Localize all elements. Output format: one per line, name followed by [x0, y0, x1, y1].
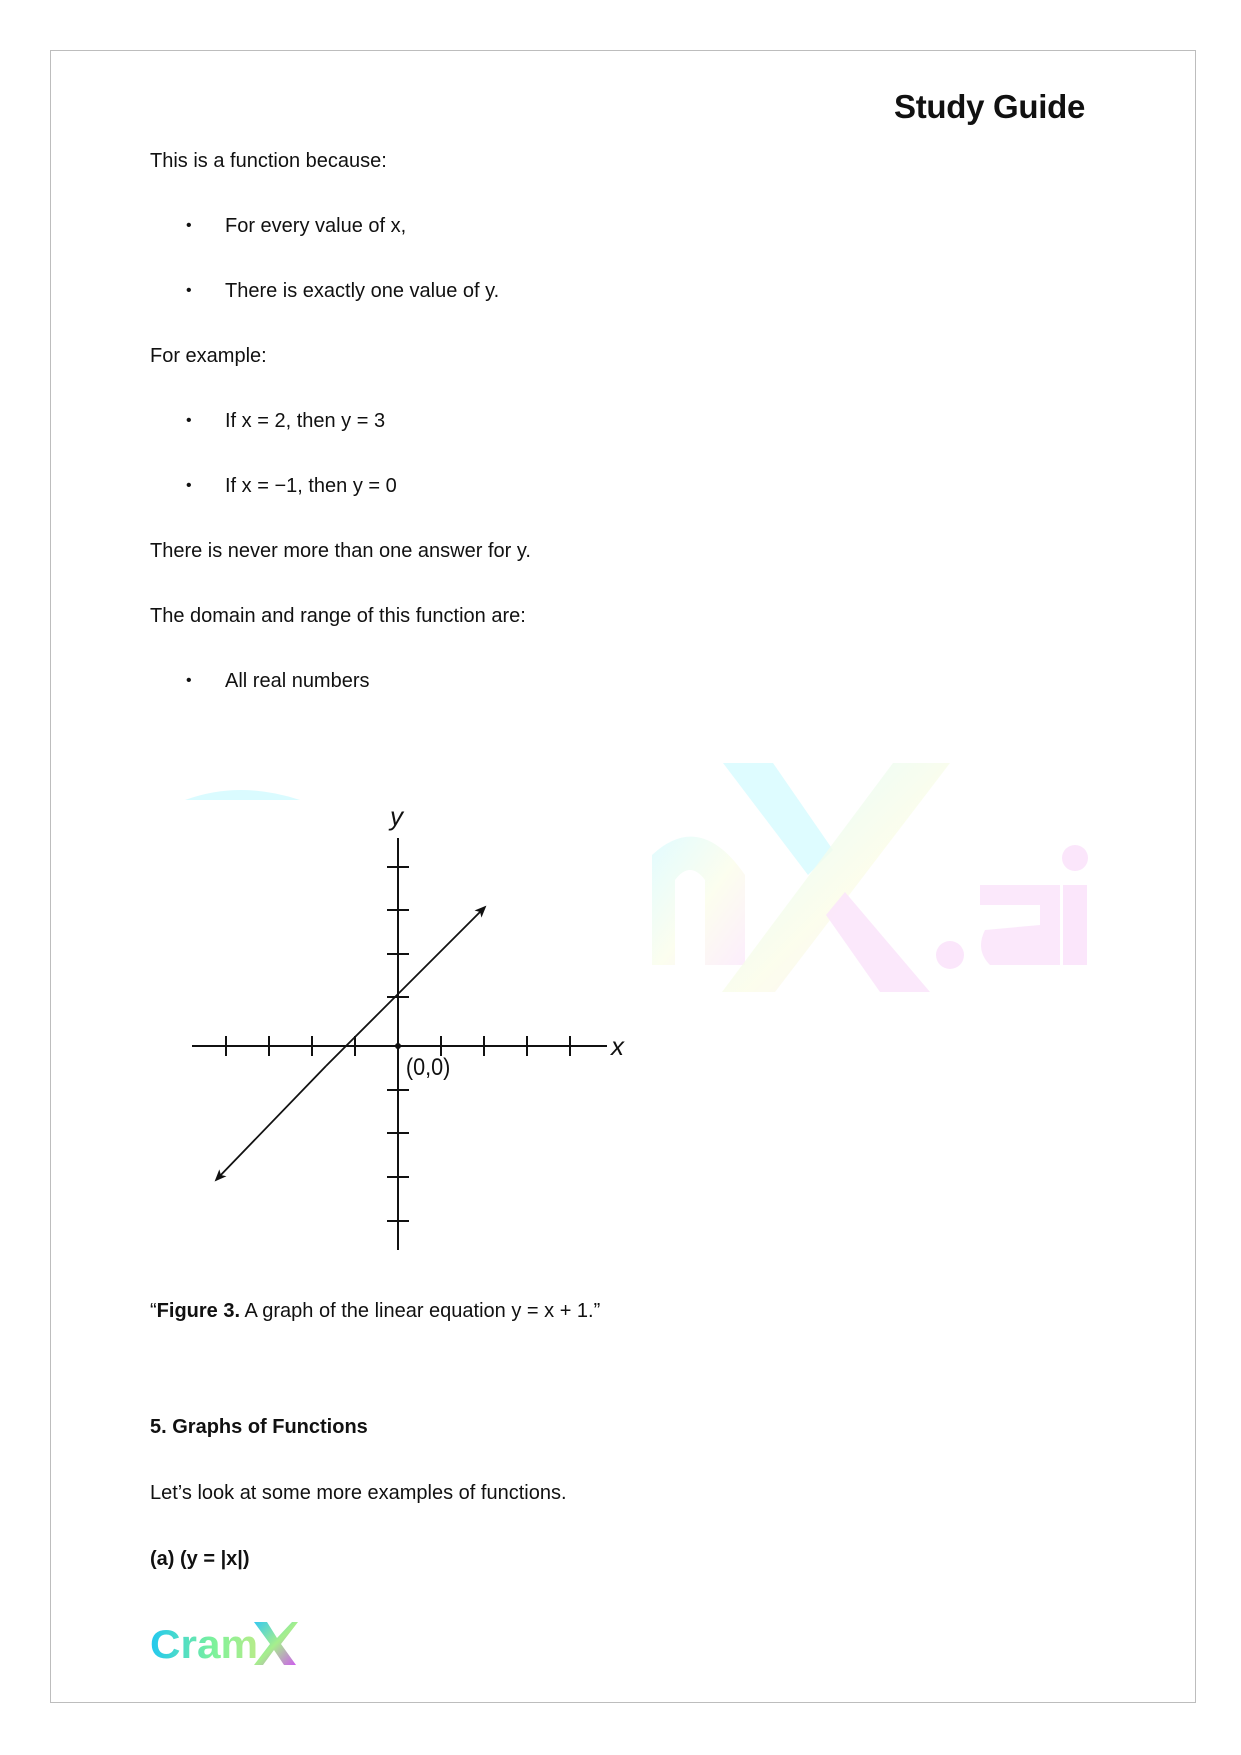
- caption-quote: “: [150, 1300, 157, 1322]
- bullet-icon: •: [186, 477, 192, 494]
- x-axis-label: x: [611, 1031, 624, 1061]
- example-intro: For example:: [150, 345, 267, 367]
- list-item: For every value of x,: [225, 215, 407, 237]
- caption-label: Figure 3.: [156, 1300, 241, 1322]
- list-item: All real numbers: [225, 670, 370, 692]
- bullet-icon: •: [186, 217, 192, 234]
- linear-graph: [185, 795, 645, 1255]
- never-more-text: There is never more than one answer for y.: [150, 540, 531, 562]
- domain-intro: The domain and range of this function are:: [150, 605, 526, 627]
- list-item: There is exactly one value of y.: [225, 280, 500, 302]
- function-line: [326, 907, 485, 1066]
- caption-text: A graph of the linear equation y = x + 1.”: [240, 1300, 601, 1322]
- bullet-icon: •: [186, 672, 192, 689]
- subheading: (a) (y = |x|): [150, 1548, 250, 1570]
- page-title: Study Guide: [894, 88, 1086, 125]
- figure-caption: [150, 1300, 600, 1323]
- section-intro: Let’s look at some more examples of functions.: [150, 1482, 567, 1504]
- svg-text:Cram: Cram: [150, 1623, 258, 1667]
- cramx-logo: [150, 1618, 300, 1668]
- bullet-icon: •: [186, 412, 192, 429]
- section-heading: 5. Graphs of Functions: [150, 1416, 368, 1438]
- intro-text: This is a function because:: [150, 150, 387, 172]
- bullet-icon: •: [186, 282, 192, 299]
- origin-label: (0,0): [405, 1052, 451, 1081]
- y-axis-label: y: [390, 801, 403, 831]
- list-item: If x = 2, then y = 3: [225, 410, 386, 432]
- list-item: If x = −1, then y = 0: [225, 475, 397, 497]
